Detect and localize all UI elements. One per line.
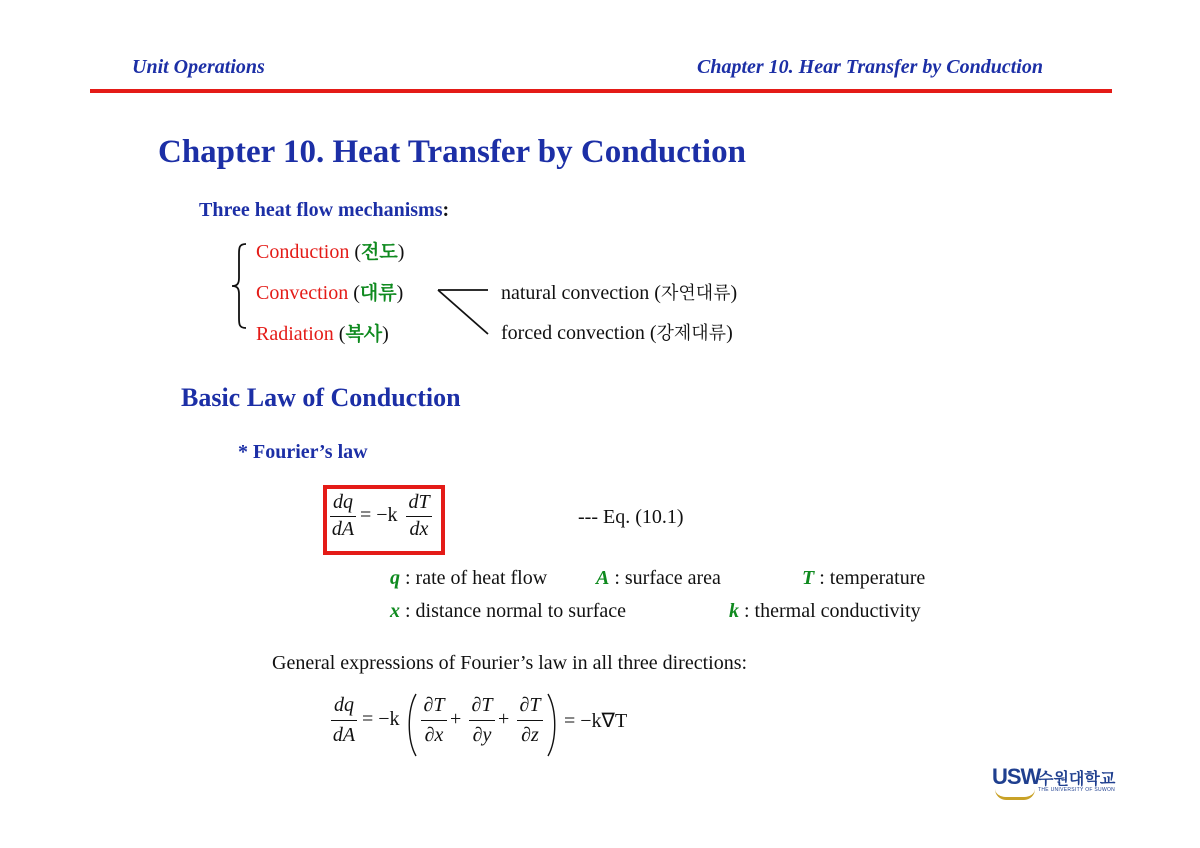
natural-convection: natural convection (자연대류) [501,282,738,304]
mechanism-convection: Convection (대류) [256,282,404,304]
eq2-right-paren [546,692,560,758]
mechanism-radiation: Radiation (복사) [256,323,389,345]
definition-T [802,567,925,590]
definition-text: : thermal conductivity [739,600,921,622]
eq1-rhs-den: dx [409,518,429,540]
university-logo [992,762,1116,804]
definition-k [729,600,921,623]
eq2-plus-2: + [498,708,510,730]
definition-symbol: x [390,600,400,622]
mechanism-korean: 대류 [359,282,397,304]
definition-q [390,567,547,590]
eq2-t2-bar [469,720,495,721]
equation-general [330,694,650,758]
header-rule [90,89,1112,93]
eq2-left-paren [404,692,418,758]
page-title: Chapter 10. Heat Transfer by Conduction [158,134,746,170]
logo-swoosh [995,789,1035,800]
eq2-t3-bar [517,720,543,721]
eq2-t2-den: ∂y [472,724,492,746]
eq1-rhs-bar [406,516,432,517]
fourier-heading: * Fourier’s law [238,441,368,463]
eq2-t1-den: ∂x [424,724,444,746]
convection-type-label: forced convection [501,322,645,344]
eq2-t1-bar [421,720,447,721]
mechanism-korean: 전도 [361,241,398,263]
definition-text: : surface area [609,567,721,589]
eq2-t3-den: ∂z [521,724,539,746]
forced-convection: forced convection (강제대류) [501,322,733,344]
logo-mark: USW [992,764,1041,789]
header-right: Chapter 10. Hear Transfer by Conduction [697,56,1043,78]
definition-text: : distance normal to surface [400,600,627,622]
eq1-rhs-num: dT [408,491,430,513]
eq2-lhs-num: dq [334,694,354,716]
general-expressions-text: General expressions of Fourier’s law in all three directions: [272,652,748,674]
definition-text: : temperature [814,567,926,589]
eq2-t1-num: ∂T [423,694,445,716]
logo-subtitle: THE UNIVERSITY OF SUWON [1038,787,1116,793]
convection-type-korean: 자연대류 [660,283,731,304]
basic-law-heading: Basic Law of Conduction [181,383,461,412]
mechanism-label: Conduction [256,241,350,263]
eq2-t2-num: ∂T [471,694,493,716]
branch-lines [436,284,496,340]
definition-text: : rate of heat flow [400,567,548,589]
eq2-lhs-bar [331,720,357,721]
convection-type-korean: 강제대류 [656,323,727,344]
definition-symbol: A [596,567,610,589]
definition-symbol: q [390,567,400,589]
mechanisms-heading-colon: : [442,199,450,221]
eq1-middle: = −k [360,504,398,526]
header-left: Unit Operations [132,56,265,78]
mechanism-label: Convection [256,282,349,304]
definition-symbol: T [802,567,815,589]
equation-10-1 [329,491,439,547]
eq1-lhs-den: dA [331,518,355,540]
definition-x [390,600,626,623]
mechanism-korean: 복사 [345,323,383,345]
eq2-plus-1: + [450,708,462,730]
mechanism-label: Radiation [256,323,334,345]
eq1-lhs-bar [330,516,356,517]
eq2-rhs: = −k∇T [564,710,628,732]
left-brace-icon [228,240,250,332]
mechanisms-heading-text: Three heat flow mechanisms [199,199,443,221]
eq2-t3-num: ∂T [519,694,541,716]
mechanisms-heading [199,199,449,222]
convection-type-label: natural convection [501,282,650,304]
eq2-lhs-den: dA [332,724,356,746]
eq1-lhs-num: dq [333,491,353,513]
definition-A [596,567,721,590]
equation-label: --- Eq. (10.1) [578,506,684,528]
definition-symbol: k [729,600,739,622]
eq2-eq-k: = −k [362,708,400,730]
mechanism-conduction: Conduction (전도) [256,241,405,263]
logo-name: 수원대학교 [1038,769,1116,788]
